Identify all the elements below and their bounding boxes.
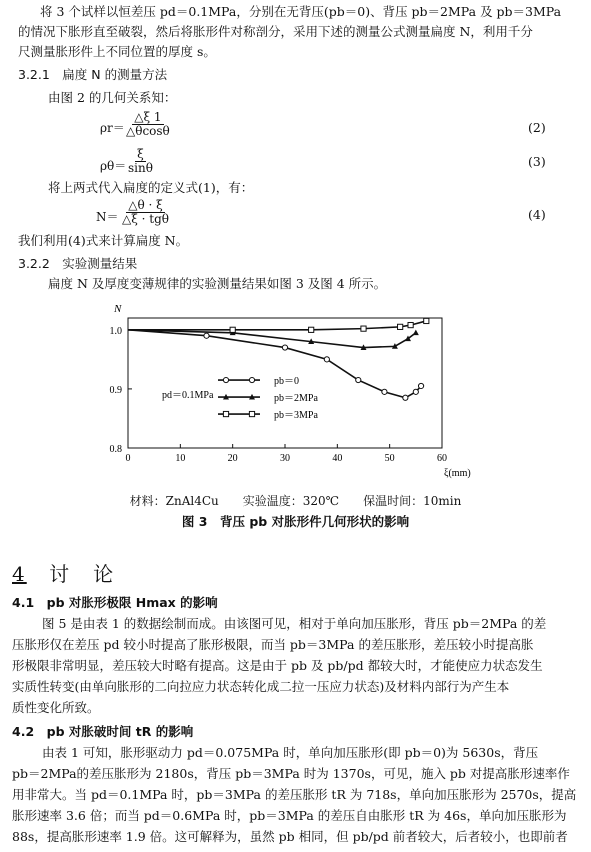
circle-marker (204, 333, 209, 338)
y-axis-label: N (114, 303, 122, 315)
x-axis-label: ξ(mm) (444, 468, 471, 479)
eq2-number: (2) (528, 120, 546, 135)
circle-marker (413, 389, 418, 394)
eq3-number: (3) (528, 154, 546, 169)
section-4-1-line-4: 实质性转变(由单向胀形的二向拉应力状态转化成二拉一压应力状态)及材料内部行为产生本 (12, 679, 510, 694)
square-marker (398, 324, 403, 329)
circle-marker (324, 357, 329, 362)
figure-3-material-line: 材料：ZnAl4Cu 实验温度：320℃ 保温时间：10min (129, 494, 462, 508)
x-tick-label: 30 (280, 453, 290, 464)
circle-marker (249, 377, 254, 382)
triangle-marker (413, 330, 419, 336)
circle-marker (382, 389, 387, 394)
eq3-lhs: ρθ＝ (100, 159, 127, 173)
section-4-2-heading: 4.2 pb 对胀破时间 tR 的影响 (12, 724, 194, 739)
square-marker (408, 322, 413, 327)
figure-3-chart (90, 296, 490, 491)
circle-marker (403, 395, 408, 400)
circle-marker (356, 377, 361, 382)
series-line-2 (128, 321, 426, 330)
section-4-1-line-5: 质性变化所致。 (12, 700, 100, 715)
section-4-1-line-2: 压胀形仅在差压 pd 较小时提高了胀形极限，而当 pb＝3MPa 的差压胀形，差压较小时提高胀 (12, 637, 534, 652)
section-3-2-2-text: 扁度 N 及厚度变薄规律的实验测量结果如图 3 及图 4 所示。 (48, 276, 387, 291)
section-4-2-line-5: 88s，提高胀形速率 1.9 倍。这可解释为，虽然 pb 相同，但 pb/pd 前者较大，后者较小，也即前者 (12, 829, 568, 844)
section-4-1-line-1: 图 5 是由表 1 的数据绘制而成。由该图可见，相对于单向加压胀形，背压 pb＝2MPa 的差 (42, 616, 547, 631)
eq4-number: (4) (528, 207, 546, 222)
y-tick-label: 0.9 (109, 384, 122, 396)
section-4-2-line-1: 由表 1 可知，胀形驱动力 pd＝0.075MPa 时，单向加压胀形(即 pb＝0)为 5630s，背压 (42, 745, 539, 760)
x-tick-label: 20 (227, 453, 238, 464)
eq4-numerator: △θ · ξ (128, 198, 163, 212)
circle-marker (223, 377, 228, 382)
intro-line-3: 尺测量胀形件上不同位置的厚度 s。 (18, 44, 216, 59)
use-eq4-text: 我们利用(4)式来计算扁度 N。 (18, 233, 189, 248)
intro-line-1: 将 3 个试样以恒差压 pd＝0.1MPa，分别在无背压(pb＝0)、背压 pb＝2MPa 及 pb＝3MPa (40, 4, 562, 19)
x-tick-label: 0 (125, 453, 131, 464)
x-tick-label: 60 (437, 453, 447, 464)
section-3-2-1-heading: 3.2.1 扁度 N 的测量方法 (18, 67, 168, 82)
section-4-2-line-3: 用非常大。当 pd＝0.1MPa 时，pb＝3MPa 的差压胀形 tR 为 718s，单向加压胀形为 2570s，提高 (12, 787, 577, 802)
legend-label-1: pb＝2MPa (274, 393, 318, 405)
section-4-2-line-2: pb＝2MPa的差压胀形为 2180s，背压 pb＝3MPa 时为 1370s，可见，施入 pb 对提高胀形速率作 (12, 766, 570, 781)
square-marker (361, 326, 366, 331)
y-tick-label: 0.8 (109, 444, 122, 455)
eq2-fraction (126, 111, 170, 138)
eq4-fraction (122, 199, 169, 226)
eq4-lhs: N＝ (96, 210, 119, 224)
legend-label-2: pb＝3MPa (274, 410, 318, 422)
chapter-4-number: 4 (12, 562, 27, 586)
figure-3-caption: 图 3 背压 pb 对胀形件几何形状的影响 (181, 514, 410, 529)
section-3-2-2-heading: 3.2.2 实验测量结果 (18, 256, 138, 271)
chapter-4-title: 讨 论 (49, 562, 116, 586)
series-line-0 (128, 330, 421, 398)
section-4-1-heading: 4.1 pb 对胀形极限 Hmax 的影响 (12, 595, 218, 610)
square-marker (230, 327, 235, 332)
square-marker (309, 327, 314, 332)
eq2-denominator: △θcosθ (126, 124, 170, 138)
eq3-numerator: ξ (137, 147, 144, 161)
x-tick-label: 40 (332, 453, 343, 464)
legend-group-label: pd＝0.1MPa (162, 389, 214, 401)
square-marker (249, 411, 254, 416)
section-4-2-line-4: 胀形速率 3.6 倍；而当 pd＝0.6MPa 时，pb＝3MPa 的差压自由胀形 tR 为 46s，单向加压胀形为 (12, 808, 567, 823)
eq2-numerator: △ξ 1 (134, 110, 162, 124)
eq3-fraction (128, 148, 153, 175)
section-3-2-1-text: 由图 2 的几何关系知： (48, 90, 177, 105)
eq4-denominator: △ξ · tgθ (122, 212, 170, 226)
circle-marker (418, 383, 423, 388)
chapter-4-heading (12, 558, 115, 587)
eq3-denominator: sinθ (128, 161, 153, 175)
square-marker (223, 411, 228, 416)
intro-line-2: 的情况下胀形直至破裂，然后将胀形件对称剖分，采用下述的测量公式测量扁度 N，利用千分 (18, 24, 533, 39)
y-tick-label: 1.0 (109, 325, 122, 337)
x-tick-label: 50 (384, 453, 395, 464)
square-marker (424, 318, 429, 323)
legend-label-0: pb＝0 (274, 376, 299, 388)
substitute-text: 将上两式代入扁度的定义式(1)，有： (48, 180, 254, 195)
eq2-lhs: ρr＝ (100, 121, 125, 135)
circle-marker (282, 345, 287, 350)
x-tick-label: 10 (175, 453, 186, 464)
section-4-1-line-3: 形极限非常明显，差压较大时略有提高。这是由于 pb 及 pb/pd 都较大时，才能使应力状态发生 (12, 658, 543, 673)
